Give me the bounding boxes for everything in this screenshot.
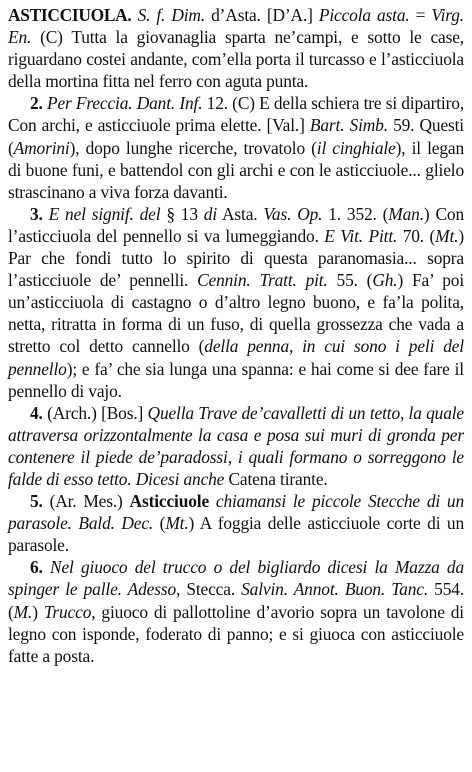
sense-5: [8, 490, 464, 556]
text-run: [43, 557, 50, 577]
text-run: Asticciuole: [129, 491, 210, 512]
sense-3: [8, 203, 464, 402]
text-run: Bart. Simb.: [309, 115, 388, 136]
text-run: Asta.: [217, 203, 264, 224]
text-run: 6.: [30, 557, 43, 578]
text-run: Trucco: [43, 601, 92, 622]
text-run: (Ar. Mes.): [42, 491, 130, 512]
text-run: ); e fa’ che sia lunga una spanna: e hai come si dee fare il pennello di vajo.: [8, 358, 464, 401]
text-run: Mt.: [165, 513, 189, 534]
text-run: (C) Tutta la giovanaglia sparta ne’campi, e sotto le case, riguardano costei andante, com’ella porta il turcasso e l’asticciuola della mortina fitta nel ferro con aguta punta.: [8, 27, 464, 92]
sense-4: [8, 402, 464, 490]
text-run: chiamansi le piccole Stecche di un parasole. Bald. Dec.: [8, 491, 464, 534]
text-run: ) A foggia delle asticciuole corte di un parasole.: [8, 513, 465, 556]
text-run: ) Par che fondi tutto lo spirito di questa paranomasia... sopra l’asticciuole de’ pennelli.: [8, 225, 465, 291]
text-run: (Arch.) [Bos.]: [42, 402, 148, 423]
text-run: 55. (: [327, 270, 373, 291]
text-run: E Vit. Pitt.: [324, 225, 398, 246]
headword: ASTICCIUOLA.: [8, 5, 132, 25]
text-run: (: [153, 513, 166, 534]
text-run: Per Freccia. Dant. Inf.: [47, 93, 203, 114]
text-run: Catena tirante.: [224, 468, 328, 489]
text-run: Amorini: [13, 137, 70, 158]
text-run: Nel giuoco del trucco o del bigliardo dicesi la Mazza da spinger le palle. Adesso,: [8, 557, 464, 600]
text-run: 4.: [30, 402, 43, 423]
text-run: 2.: [30, 93, 43, 114]
text-run: [209, 491, 216, 511]
text-run: Quella Trave de’cavalletti di un tetto, la quale attraversa orizzontalmente la casa e posa sui muri di gronda per contenere il piede de’paradossi, i quali formano o sorreggono le falde di esso tetto. Dicesi anche: [8, 402, 464, 489]
text-run: della penna, in cui sono i peli del pennello: [8, 336, 464, 379]
sense-6: [8, 556, 464, 666]
text-run: S. f. Dim.: [137, 5, 206, 25]
text-run: Virg. En.: [8, 5, 464, 48]
text-run: =: [409, 5, 432, 25]
text-run: 12. (C) E della schiera tre si dipartiro, Con archi, e asticciuole prima elette. [Val.]: [8, 93, 464, 136]
text-run: ), il legan di buone funi, e battendol con gli archi e con le asticciuole... glielo strascinano a viva forza davanti.: [8, 137, 464, 202]
text-run: , giuoco di pallottoline d’avorio sopra un tavolone di legno con isponde, foderato di panno; e si giuoca con asticciuole fatte a posta.: [8, 601, 464, 666]
text-run: 59. Questi (: [8, 115, 464, 158]
text-run: § 13: [160, 203, 204, 224]
text-run: Man.: [388, 203, 424, 224]
text-run: ), dopo lunghe ricerche, trovatolo (: [69, 137, 317, 158]
sense-5-text: [8, 491, 464, 555]
text-run: Mt.: [435, 225, 459, 246]
sense-6-text: [8, 557, 464, 665]
text-run: 5.: [30, 491, 43, 512]
text-run: Stecca.: [180, 579, 242, 600]
text-run: E nel signif. del: [48, 203, 161, 224]
text-run: Salvin. Annot. Buon. Tanc.: [241, 579, 429, 600]
text-run: Gh.: [372, 270, 398, 291]
text-run: ) Fa’ poi un’asticciuola di castagno o d’altro legno buono, e fa’la polita, netta, ritratta in forma di un fuso, di quella grossezza che vada a stretto col detto cannello (: [8, 270, 465, 357]
text-run: M.: [13, 601, 33, 622]
text-run: ) Con l’asticciuola del pennello si va lumeggiando.: [8, 203, 465, 246]
sense-2-text: [8, 93, 464, 201]
text-run: Cennin. Tratt. pit.: [197, 270, 328, 291]
text-run: di: [203, 203, 218, 224]
text-run: d’Asta. [D’A.]: [205, 5, 319, 25]
sense-4-text: [8, 403, 464, 489]
sense-2: [8, 92, 464, 202]
text-run: Piccola asta.: [318, 5, 410, 25]
text-run: ): [32, 601, 44, 622]
text-run: il cinghiale: [316, 137, 396, 158]
text-run: 554. (: [8, 579, 465, 622]
text-run: 3.: [30, 203, 43, 224]
text-run: 1. 352. (: [322, 203, 389, 224]
text-run: 70. (: [397, 225, 436, 246]
entry-header: [8, 4, 464, 92]
text-run: Vas. Op.: [263, 203, 323, 224]
sense-3-text: [8, 204, 464, 401]
